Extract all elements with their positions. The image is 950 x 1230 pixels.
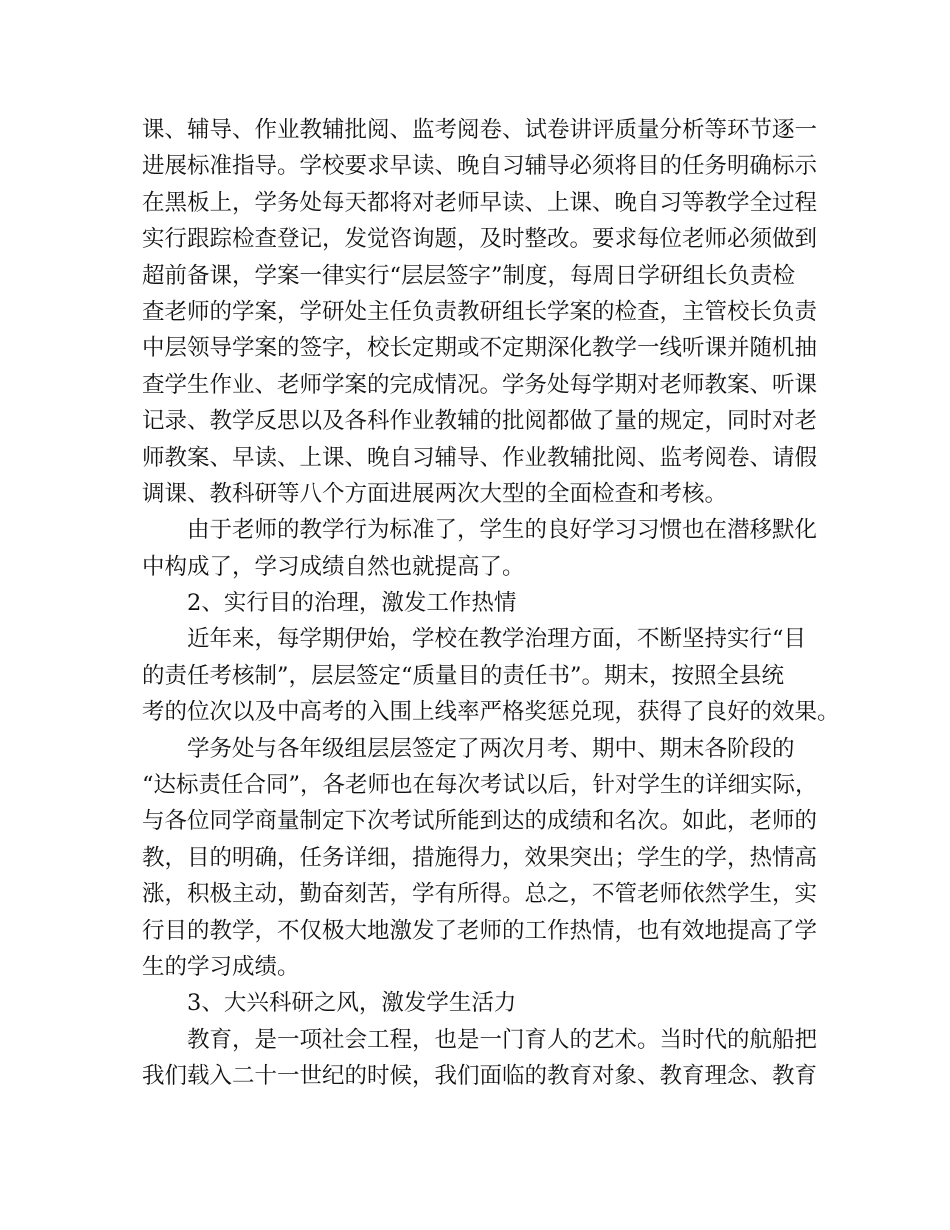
text-line: “达标责任合同”，各老师也在每次考试以后，针对学生的详细实际， [142,772,818,799]
body-text [142,112,840,1095]
text-line: 由于老师的教学行为标准了，学生的良好学习习惯也在潜移默化 [187,517,818,544]
text-line: 超前备课，学案一律实行“层层签字”制度，每周日学研组长负责检 [142,262,796,289]
text-line: 课、辅导、作业教辅批阅、监考阅卷、试卷讲评质量分析等环节逐一 [142,117,818,143]
text-line: 考的位次以及中高考的入围上线率严格奖惩兑现，获得了良好的效果。 [142,699,840,726]
text-line: 调课、教科研等八个方面进展两次大型的全面检查和考核。 [142,480,728,507]
text-line: 查老师的学案，学研处主任负责教研组长学案的检查，主管校长负责 [142,298,818,325]
text-line: 实行跟踪检查登记，发觉咨询题，及时整改。要求每位老师必须做到 [142,226,818,253]
text-line: 行目的教学，不仅极大地激发了老师的工作热情，也有效地提高了学 [142,917,818,944]
text-line: 查学生作业、老师学案的完成情况。学务处每学期对老师教案、听课 [142,371,818,398]
text-line: 师教案、早读、上课、晚自习辅导、作业教辅批阅、监考阅卷、请假 [142,444,818,471]
text-line: 中层领导学案的签字，校长定期或不定期深化教学一线听课并随机抽 [142,335,818,362]
text-line: 近年来，每学期伊始，学校在教学治理方面，不断坚持实行“目 [187,626,807,653]
text-line: 3、大兴科研之风，激发学生活力 [187,990,517,1017]
text-line: 我们载入二十一世纪的时候，我们面临的教育对象、教育理念、教育 [142,1063,818,1090]
text-line: 教育，是一项社会工程，也是一门育人的艺术。当时代的航船把 [187,1026,818,1053]
text-line: 与各位同学商量制定下次考试所能到达的成绩和名次。如此，老师的 [142,808,818,835]
text-line: 中构成了，学习成绩自然也就提高了。 [142,553,525,580]
text-line: 2、实行目的治理，激发工作热情 [187,590,517,617]
text-line: 学务处与各年级组层层签定了两次月考、期中、期末各阶段的 [187,735,795,762]
text-line: 的责任考核制”，层层签定“质量目的责任书”。期末，按照全县统 [142,662,785,689]
text-line: 生的学习成绩。 [142,953,300,980]
text-line: 涨，积极主动，勤奋刻苦，学有所得。总之，不管老师依然学生，实 [142,881,818,908]
text-line: 教，目的明确，任务详细，措施得力，效果突出；学生的学，热情高 [142,844,818,871]
text-line: 记录、教学反思以及各科作业教辅的批阅都做了量的规定，同时对老 [142,408,818,435]
text-line: 进展标准指导。学校要求早读、晚自习辅导必须将目的任务明确标示 [142,153,818,180]
text-line: 在黑板上，学务处每天都将对老师早读、上课、晚自习等教学全过程 [142,189,818,216]
